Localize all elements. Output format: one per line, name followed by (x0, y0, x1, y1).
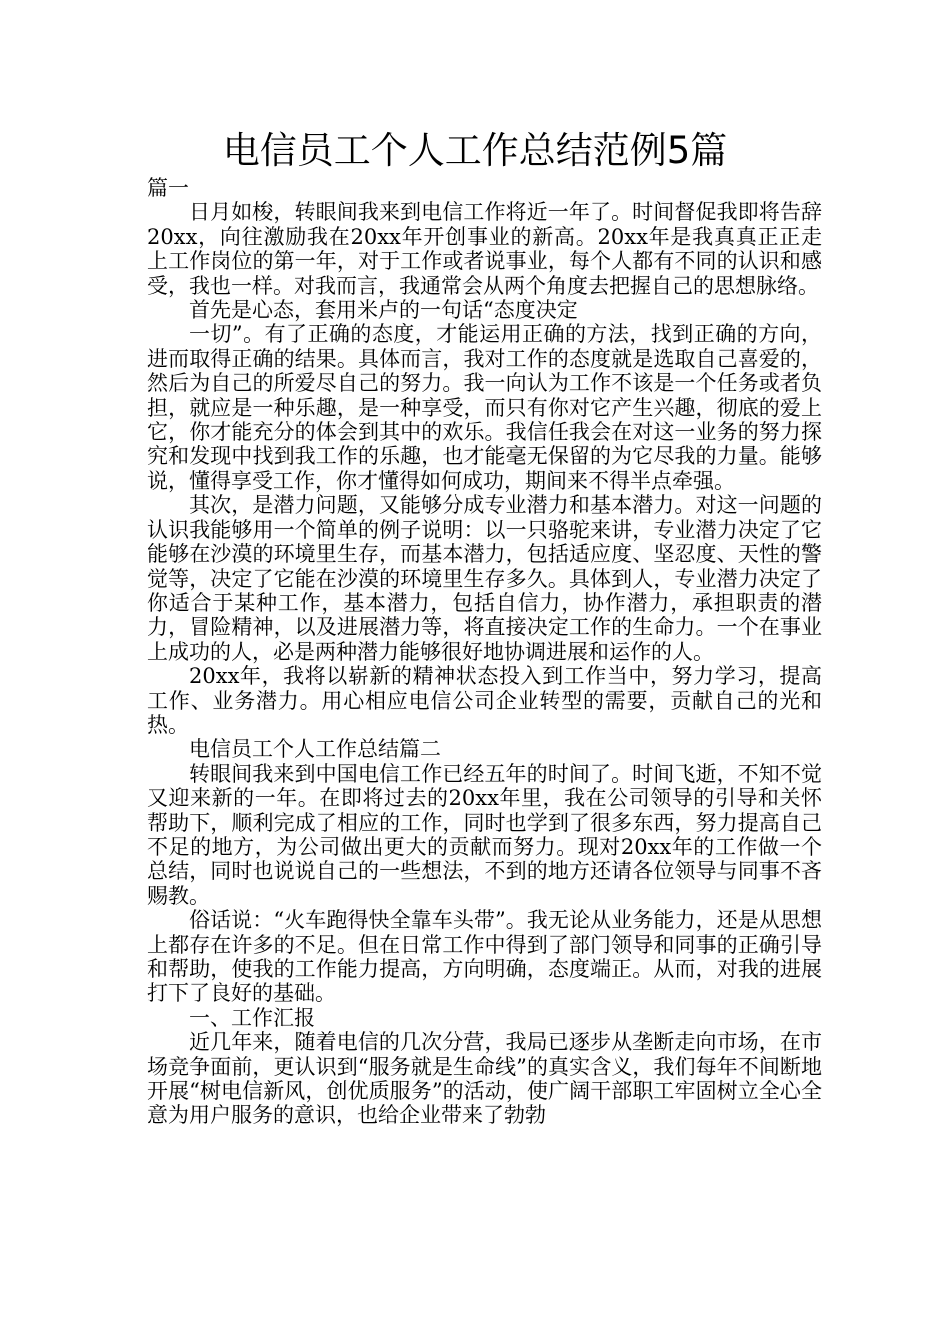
paragraph: 其次，是潜力问题，又能够分成专业潜力和基本潜力。对这一问题的认识我能够用一个简单的例子说明：以一只骆驼来讲，专业潜力决定了它能够在沙漠的环境里生存，而基本潜力，包括适应度、坚忍度、天性的警觉等，决定了它能在沙漠的环境里生存多久。具体到人，专业潜力决定了你适合于某种工作，基本潜力，包括自信力，协作潜力，承担职责的潜力，冒险精神，以及进展潜力等，将直接决定工作的生命力。一个在事业上成功的人，必是两种潜力能够很好地协调进展和运作的人。 (147, 493, 822, 664)
paragraph: 近几年来，随着电信的几次分营，我局已逐步从垄断走向市场，在市场竞争面前，更认识到“服务就是生命线”的真实含义，我们每年不间断地开展“树电信新风，创优质服务”的活动，使广阔干部职工牢固树立全心全意为用户服务的意识，也给企业带来了勃勃 (147, 1030, 822, 1128)
paragraph: 20xx年，我将以崭新的精神状态投入到工作当中，努力学习，提高工作、业务潜力。用心相应电信公司企业转型的需要，贡献自己的光和热。 (147, 664, 822, 737)
paragraph: 篇一 (147, 176, 189, 200)
paragraph: 俗话说：“火车跑得快全靠车头带”。我无论从业务能力，还是从思想上都存在许多的不足。但在日常工作中得到了部门领导和同事的正确引导和帮助，使我的工作能力提高，方向明确，态度端正。从而，对我的进展打下了良好的基础。 (147, 908, 822, 1006)
paragraph: 转眼间我来到中国电信工作已经五年的时间了。时间飞逝，不知不觉又迎来新的一年。在即将过去的20xx年里，我在公司领导的引导和关怀帮助下，顺利完成了相应的工作，同时也学到了很多东西，努力提高自己不足的地方，为公司做出更大的贡献而努力。现对20xx年的工作做一个总结，同时也说说自己的一些想法，不到的地方还请各位领导与同事不吝赐教。 (147, 761, 822, 908)
section-heading: 电信员工个人工作总结篇二 (189, 737, 441, 762)
paragraph: 首先是心态，套用米卢的一句话“态度决定 (189, 298, 578, 323)
document-body (147, 176, 822, 1128)
section-heading: 一、工作汇报 (189, 1005, 315, 1030)
paragraph: 日月如梭，转眼间我来到电信工作将近一年了。时间督促我即将告辞20xx，向往激励我在20xx年开创事业的新高。20xx年是我真真正正走上工作岗位的第一年，对于工作或者说事业，每个人都有不同的认识和感受，我也一样。对我而言，我通常会从两个角度去把握自己的思想脉络。 (147, 200, 822, 298)
document-title: 电信员工个人工作总结范例5篇 (222, 129, 728, 172)
paragraph: 一切”。有了正确的态度，才能运用正确的方法，找到正确的方向，进而取得正确的结果。具体而言，我对工作的态度就是选取自己喜爱的，然后为自己的所爱尽自己的努力。我一向认为工作不该是一个任务或者负担，就应是一种乐趣，是一种享受，而只有你对它产生兴趣，彻底的爱上它，你才能充分的体会到其中的欢乐。我信任我会在对这一业务的努力探究和发现中找到我工作的乐趣，也才能毫无保留的为它尽我的力量。能够说，懂得享受工作，你才懂得如何成功，期间来不得半点牵强。 (147, 322, 822, 493)
